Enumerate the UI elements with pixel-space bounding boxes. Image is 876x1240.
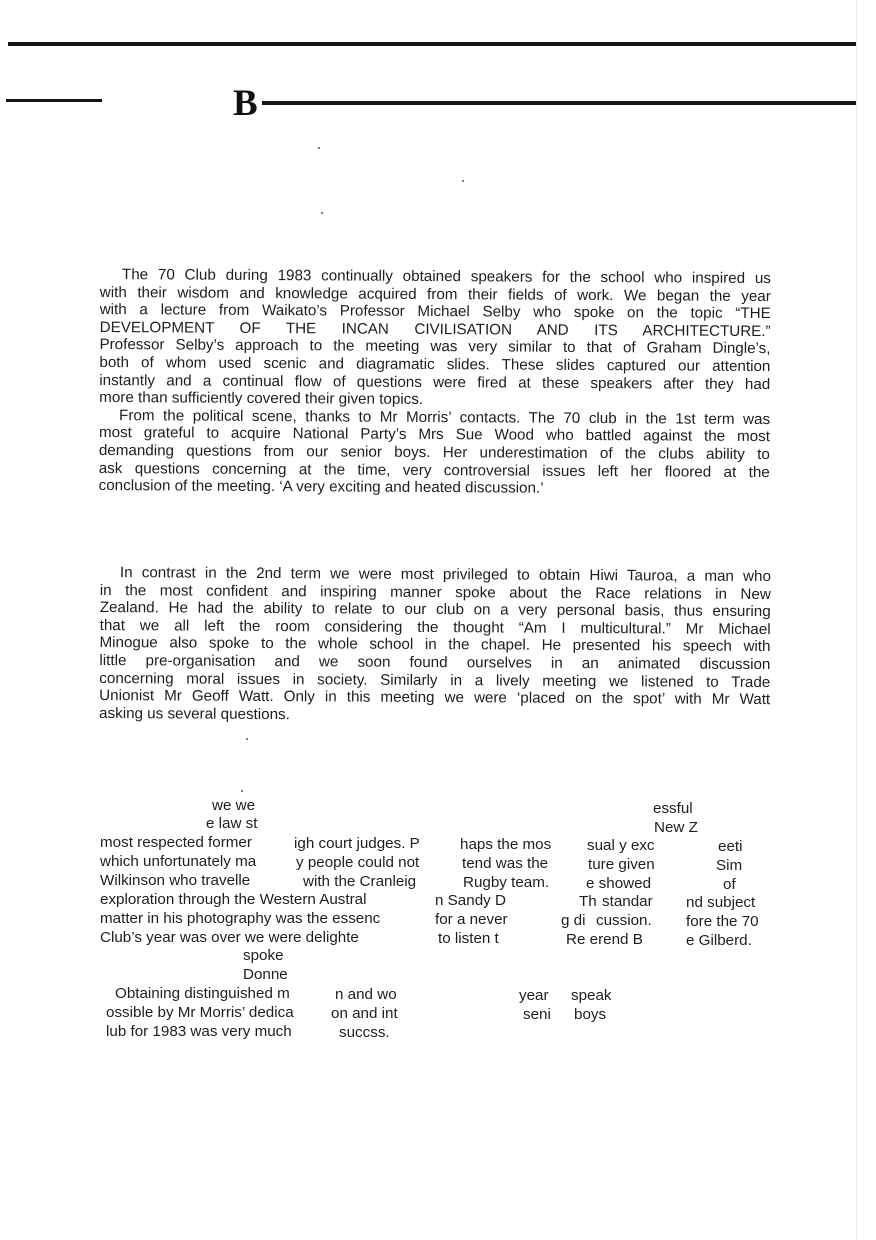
text-line: The 70 Club during 1983 continually obtained speakers for the school who inspired us	[121, 266, 771, 288]
text-line: with a lecture from Waikato’s Professor Michael Selby who spoke on the topic “THE	[99, 301, 771, 323]
print-speck	[318, 147, 320, 149]
text-fragment: for a never	[435, 911, 508, 928]
text-line: ask questions concerning at the time, very controversial issues left her floored at the	[98, 459, 770, 481]
text-fragment: of	[723, 876, 736, 893]
text-fragment: y people could not	[296, 854, 420, 871]
text-fragment: with the Cranleig	[303, 873, 417, 890]
text-line: DEVELOPMENT OF THE INCAN CIVILISATION AND ITS ARCHITECTURE.”	[99, 318, 771, 340]
text-fragment: exploration through the Western Austral	[100, 891, 367, 908]
text-fragment: sual y exc	[587, 837, 655, 854]
text-fragment: n and wo	[335, 986, 397, 1003]
text-fragment: New Z	[654, 819, 698, 836]
text-fragment: g di	[561, 912, 586, 929]
text-fragment: e law st	[206, 815, 258, 832]
text-fragment: Donne	[243, 966, 288, 983]
print-speck	[462, 180, 464, 182]
text-fragment: Wilkinson who travelle	[100, 872, 251, 889]
text-line: both of whom used scenic and diagramatic slides. These slides captured our attention	[99, 353, 771, 376]
text-line: in the most confident and inspiring manner spoke about the Race relations in New	[99, 581, 771, 603]
paragraph-speakers-first-term	[99, 266, 771, 499]
text-fragment: which unfortunately ma	[100, 853, 257, 870]
text-fragment: lub for 1983 was very much	[106, 1023, 292, 1040]
text-fragment: essful	[653, 800, 693, 817]
page-edge	[856, 0, 857, 1240]
text-fragment: nd subject	[686, 894, 756, 911]
text-line: most grateful to acquire National Party’s Mrs Sue Wood who battled against the most	[98, 424, 771, 446]
text-fragment: fore the 70	[686, 913, 759, 930]
text-fragment: Rugby team.	[463, 874, 550, 891]
text-line: From the political scene, thanks to Mr Morris’ contacts. The 70 club in the 1st term was	[119, 406, 771, 428]
heading-right-rule	[262, 101, 856, 105]
text-fragment: haps the mos	[460, 836, 552, 853]
text-fragment: matter in his photography was the essenc	[100, 910, 381, 927]
text-fragment: most respected former	[100, 834, 252, 851]
text-line: that we all left the room considering the thought “Am I multicultural.” Mr Michael	[99, 616, 771, 638]
text-fragment: n Sandy D	[435, 892, 506, 909]
text-line: Minogue also spoke to the whole school in the chapel. He presented his speech with	[99, 634, 771, 656]
text-fragment: ossible by Mr Morris’ dedica	[106, 1004, 294, 1021]
text-line: Professor Selby’s approach to the meeting was very similar to that of Graham Dingle’s,	[99, 336, 771, 358]
paragraph-speakers-second-term	[99, 564, 771, 726]
text-fragment: speak	[571, 987, 612, 1004]
text-fragment: on and int	[331, 1005, 398, 1022]
text-fragment: e showed	[586, 875, 652, 892]
text-line: Unionist Mr Geoff Watt. Only in this meeting we were ‘placed on the spot’ with Mr Watt	[99, 687, 771, 709]
text-fragment: Th	[579, 893, 597, 910]
text-line: instantly and a continual flow of questions were fired at these speakers after they had	[99, 371, 771, 393]
text-line: demanding questions from our senior boys. Her underestimation of the clubs ability to	[98, 441, 770, 464]
text-line: concerning moral issues in society. Similarly in a lively meeting we listened to Trade	[99, 669, 771, 691]
text-fragment: Club’s year was over we were delighte	[100, 929, 359, 946]
text-fragment: e Gilberd.	[686, 932, 752, 949]
text-fragment: year	[519, 987, 549, 1004]
text-fragment: boys	[574, 1006, 607, 1023]
text-fragment: tend was the	[462, 855, 549, 872]
print-speck	[241, 790, 243, 792]
text-line: In contrast in the 2nd term we were most privileged to obtain Hiwi Tauroa, a man who	[119, 564, 771, 586]
text-fragment: eeti	[718, 838, 743, 855]
heading-left-rule	[6, 99, 102, 102]
text-fragment: spoke	[243, 947, 284, 964]
text-fragment: succss.	[339, 1024, 390, 1041]
print-speck	[321, 212, 323, 214]
text-line: more than sufficiently covered their given topics.	[99, 389, 424, 409]
text-line: conclusion of the meeting. ‘A very exciting and heated discussion.’	[98, 477, 544, 497]
text-line: asking us several questions.	[99, 704, 290, 723]
text-fragment: igh court judges. P	[294, 835, 420, 852]
text-fragment: Obtaining distinguished m	[115, 985, 290, 1002]
text-fragment: Re erend B	[566, 931, 643, 948]
text-fragment: standar	[602, 893, 653, 910]
text-fragment: ture given	[588, 856, 655, 873]
section-heading-letter: B	[233, 83, 258, 124]
text-fragment: we we	[212, 797, 256, 814]
text-fragment: seni	[523, 1006, 551, 1023]
text-fragment: cussion.	[596, 912, 652, 929]
text-fragment: to listen t	[438, 930, 499, 947]
print-speck	[246, 738, 248, 740]
text-line: with their wisdom and knowledge acquired from their fields of work. We began the year	[99, 283, 771, 305]
top-rule	[8, 42, 856, 46]
text-fragment: Sim	[716, 857, 743, 874]
text-line: Zealand. He had the ability to relate to our club on a very personal basis, thus ensuring	[99, 599, 771, 621]
text-line: little pre-organisation and we soon found ourselves in an animated discussion	[99, 651, 771, 674]
